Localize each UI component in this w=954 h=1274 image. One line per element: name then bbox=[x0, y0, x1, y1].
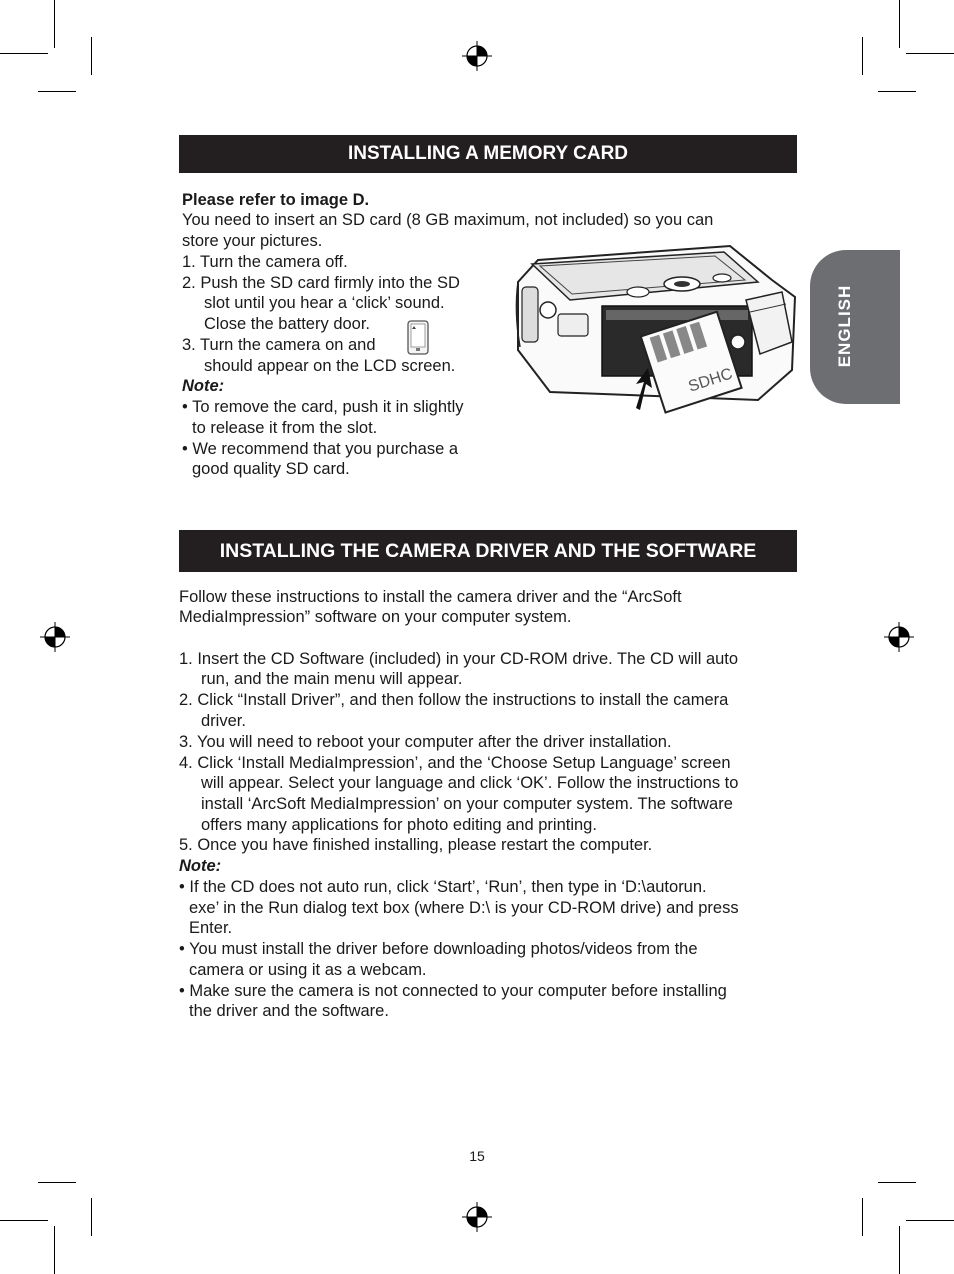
note-text: the driver and the software. bbox=[189, 1002, 389, 1020]
note-text: exe’ in the Run dialog text box (where D:\ is your CD-ROM drive) and press bbox=[189, 899, 739, 917]
step-text: run, and the main menu will appear. bbox=[201, 670, 463, 688]
section-heading-driver-software: INSTALLING THE CAMERA DRIVER AND THE SOFTWARE bbox=[179, 530, 797, 572]
sd-card-icon bbox=[407, 320, 429, 355]
step-text: will appear. Select your language and click ‘OK’. Follow the instructions to bbox=[201, 774, 739, 792]
note-text: • You must install the driver before downloading photos/videos from the bbox=[179, 940, 698, 958]
note-text: • Make sure the camera is not connected to your computer before installing bbox=[179, 982, 727, 1000]
step-text: offers many applications for photo editing and printing. bbox=[201, 816, 597, 834]
step-text: 3. You will need to reboot your computer after the driver installation. bbox=[179, 733, 672, 751]
step-text: driver. bbox=[201, 712, 246, 730]
crop-mark bbox=[906, 53, 954, 54]
crop-mark bbox=[0, 53, 48, 54]
crop-mark bbox=[38, 91, 76, 92]
language-tab-label: ENGLISH bbox=[835, 284, 854, 368]
language-tab bbox=[810, 250, 900, 404]
registration-mark-icon bbox=[462, 1202, 492, 1232]
body-text: You need to insert an SD card (8 GB maximum, not included) so you can bbox=[182, 211, 714, 229]
crop-mark bbox=[0, 1220, 48, 1221]
crop-mark bbox=[862, 1198, 863, 1236]
crop-mark bbox=[862, 37, 863, 75]
step-text: 2. Push the SD card firmly into the SD bbox=[182, 274, 460, 292]
step-text: slot until you hear a ‘click’ sound. bbox=[204, 294, 445, 312]
note-text: • To remove the card, push it in slightly bbox=[182, 398, 464, 416]
section-heading-memory-card: INSTALLING A MEMORY CARD bbox=[179, 135, 797, 173]
crop-mark bbox=[91, 1198, 92, 1236]
note-text: camera or using it as a webcam. bbox=[189, 961, 427, 979]
body-text: MediaImpression” software on your computer system. bbox=[179, 608, 572, 626]
crop-mark bbox=[38, 1182, 76, 1183]
note-text: to release it from the slot. bbox=[192, 419, 378, 437]
refer-text: Please refer to image D. bbox=[182, 191, 370, 209]
step-text: 5. Once you have finished installing, please restart the computer. bbox=[179, 836, 653, 854]
registration-mark-icon bbox=[884, 622, 914, 652]
crop-mark bbox=[54, 0, 55, 48]
step-text: install ‘ArcSoft MediaImpression’ on your computer system. The software bbox=[201, 795, 733, 813]
crop-mark bbox=[91, 37, 92, 75]
step-text: 1. Turn the camera off. bbox=[182, 253, 348, 271]
step-text: 2. Click “Install Driver”, and then follow the instructions to install the camera bbox=[179, 691, 729, 709]
crop-mark bbox=[899, 1226, 900, 1274]
step-text: Close the battery door. bbox=[204, 315, 371, 333]
registration-mark-icon bbox=[40, 622, 70, 652]
note-text: Enter. bbox=[189, 919, 233, 937]
body-text: store your pictures. bbox=[182, 232, 323, 250]
crop-mark bbox=[878, 91, 916, 92]
note-heading: Note: bbox=[182, 377, 225, 395]
step-text: 3. Turn the camera on and bbox=[182, 336, 376, 354]
note-text: • If the CD does not auto run, click ‘Start’, ‘Run’, then type in ‘D:\autorun. bbox=[179, 878, 707, 896]
note-text: • We recommend that you purchase a bbox=[182, 440, 459, 458]
crop-mark bbox=[878, 1182, 916, 1183]
note-heading: Note: bbox=[179, 857, 222, 875]
step-text: 4. Click ‘Install MediaImpression’, and the ‘Choose Setup Language’ screen bbox=[179, 754, 731, 772]
registration-mark-icon bbox=[462, 41, 492, 71]
crop-mark bbox=[899, 0, 900, 48]
sd-card-label: SDHC bbox=[686, 365, 735, 396]
step-text: should appear on the LCD screen. bbox=[204, 357, 456, 375]
crop-mark bbox=[54, 1226, 55, 1274]
camera-sd-card-illustration bbox=[510, 242, 802, 414]
note-text: good quality SD card. bbox=[192, 460, 350, 478]
page-number: 15 bbox=[469, 1148, 485, 1164]
step-text: 1. Insert the CD Software (included) in your CD-ROM drive. The CD will auto bbox=[179, 650, 739, 668]
crop-mark bbox=[906, 1220, 954, 1221]
body-text: Follow these instructions to install the camera driver and the “ArcSoft bbox=[179, 588, 682, 606]
